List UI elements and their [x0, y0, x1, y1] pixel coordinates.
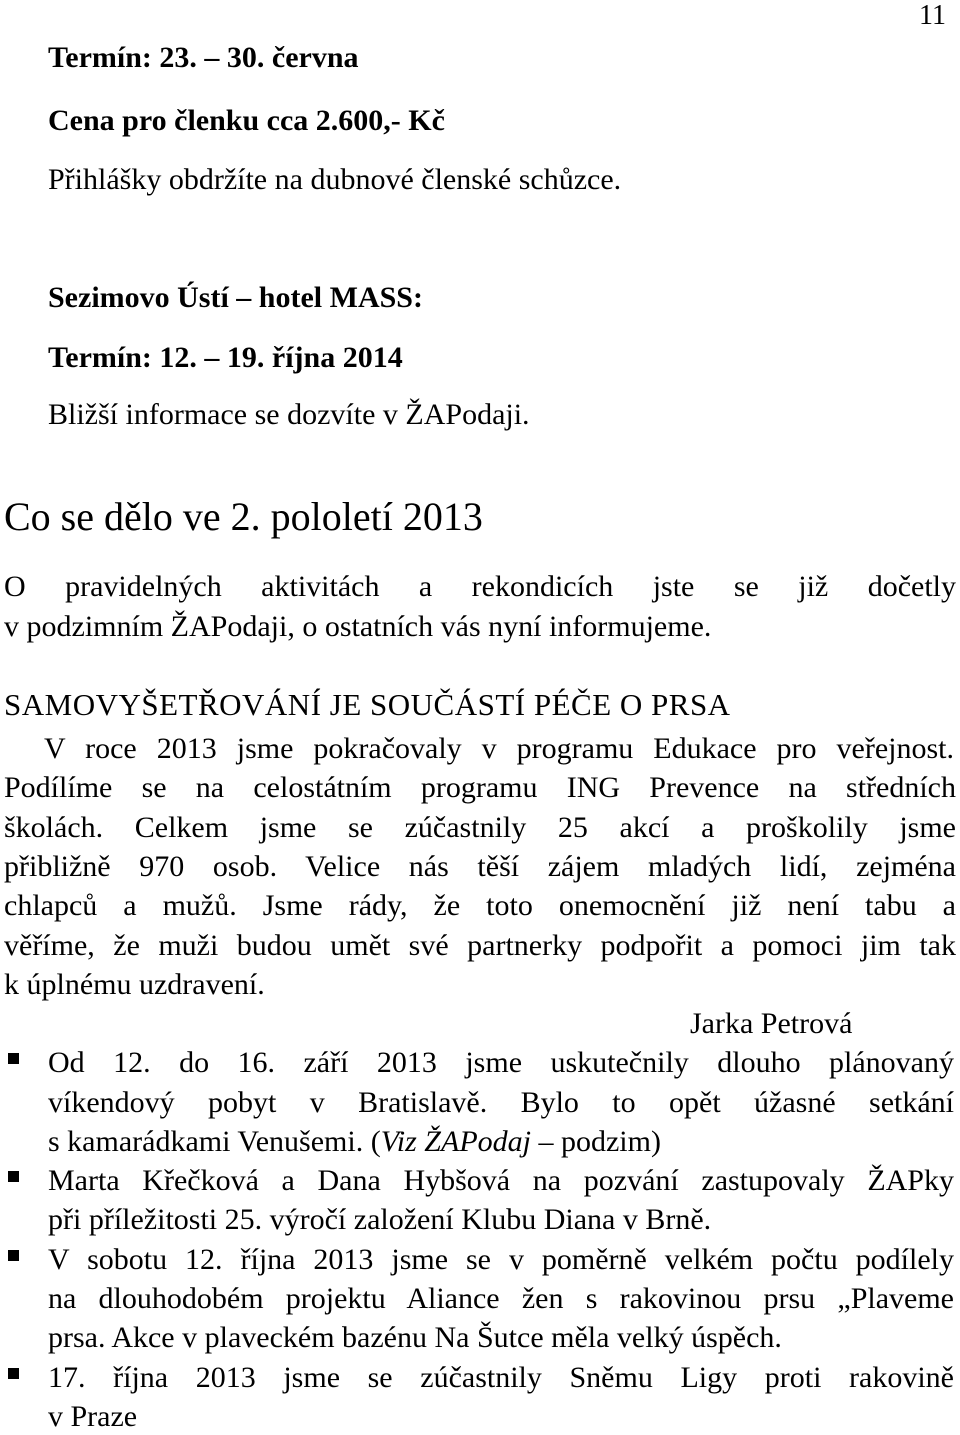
article-line-6: věříme, že muži budou umět své partnerky podpořit a pomoci jim tak [4, 929, 956, 962]
bullet-marker [8, 1250, 19, 1261]
article-line-2: Podílíme se na celostátním programu ING Prevence na středních [4, 771, 956, 804]
term-2: Termín: 12. – 19. října 2014 [48, 341, 403, 374]
term-1: Termín: 23. – 30. června [48, 41, 359, 74]
article-title: SAMOVYŠETŘOVÁNÍ JE SOUČÁSTÍ PÉČE O PRSA [4, 687, 731, 722]
bullet-1-line-3-suffix: – podzim) [530, 1125, 661, 1158]
bullet-3-line-2: na dlouhodobém projektu Aliance žen s rakovinou prsu „Plaveme [48, 1282, 954, 1315]
bullet-3-line-3: prsa. Akce v plaveckém bazénu Na Šutce měla velký úspěch. [48, 1321, 782, 1354]
bullet-marker [8, 1368, 19, 1379]
place: Sezimovo Ústí – hotel MASS: [48, 281, 423, 314]
bullet-marker [8, 1171, 19, 1182]
bullet-1-line-1: Od 12. do 16. září 2013 jsme uskutečnily dlouho plánovaný [48, 1046, 954, 1079]
bullet-2-line-2: při příležitosti 25. výročí založení Klubu Diana v Brně. [48, 1203, 712, 1236]
bullet-1-line-3-italic: Viz ŽAPodaj [380, 1125, 531, 1158]
applications-note: Přihlášky obdržíte na dubnové členské schůzce. [48, 163, 622, 196]
info-note: Bližší informace se dozvíte v ŽAPodaji. [48, 398, 530, 431]
article-line-4: přibližně 970 osob. Velice nás těší zájem mladých lidí, zejména [4, 850, 956, 883]
bullet-3-line-1: V sobotu 12. října 2013 jsme se v poměrně velkém počtu podílely [48, 1243, 954, 1276]
page-number: 11 [919, 0, 946, 31]
bullet-1-line-3-prefix: s kamarádkami Venušemi. ( [48, 1125, 381, 1158]
price: Cena pro členku cca 2.600,- Kč [48, 104, 445, 137]
bullet-1-line-3 [48, 1124, 661, 1160]
article-line-3: školách. Celkem jsme se zúčastnily 25 akcí a proškolily jsme [4, 811, 956, 844]
bullet-4-line-1: 17. října 2013 jsme se zúčastnily Sněmu Ligy proti rakovině [48, 1361, 954, 1394]
bullet-1-line-2: víkendový pobyt v Bratislavě. Bylo to opět úžasné setkání [48, 1086, 954, 1119]
section-heading: Co se dělo ve 2. pololetí 2013 [4, 494, 483, 539]
bullet-marker [8, 1053, 19, 1064]
intro-line-1: O pravidelných aktivitách a rekondicích jste se již dočetly [4, 570, 956, 603]
intro-line-2: v podzimním ŽAPodaji, o ostatních vás nyní informujeme. [4, 610, 712, 643]
article-line-1: V roce 2013 jsme pokračovaly v programu Edukace pro veřejnost. [44, 732, 954, 765]
bullet-2-line-1: Marta Křečková a Dana Hybšová na pozvání zastupovaly ŽAPky [48, 1164, 954, 1197]
signature: Jarka Petrová [690, 1007, 853, 1040]
article-line-5: chlapců a mužů. Jsme rády, že toto onemocnění již není tabu a [4, 889, 956, 922]
article-line-7: k úplnému uzdravení. [4, 968, 265, 1001]
bullet-4-line-2: v Praze [48, 1400, 138, 1433]
